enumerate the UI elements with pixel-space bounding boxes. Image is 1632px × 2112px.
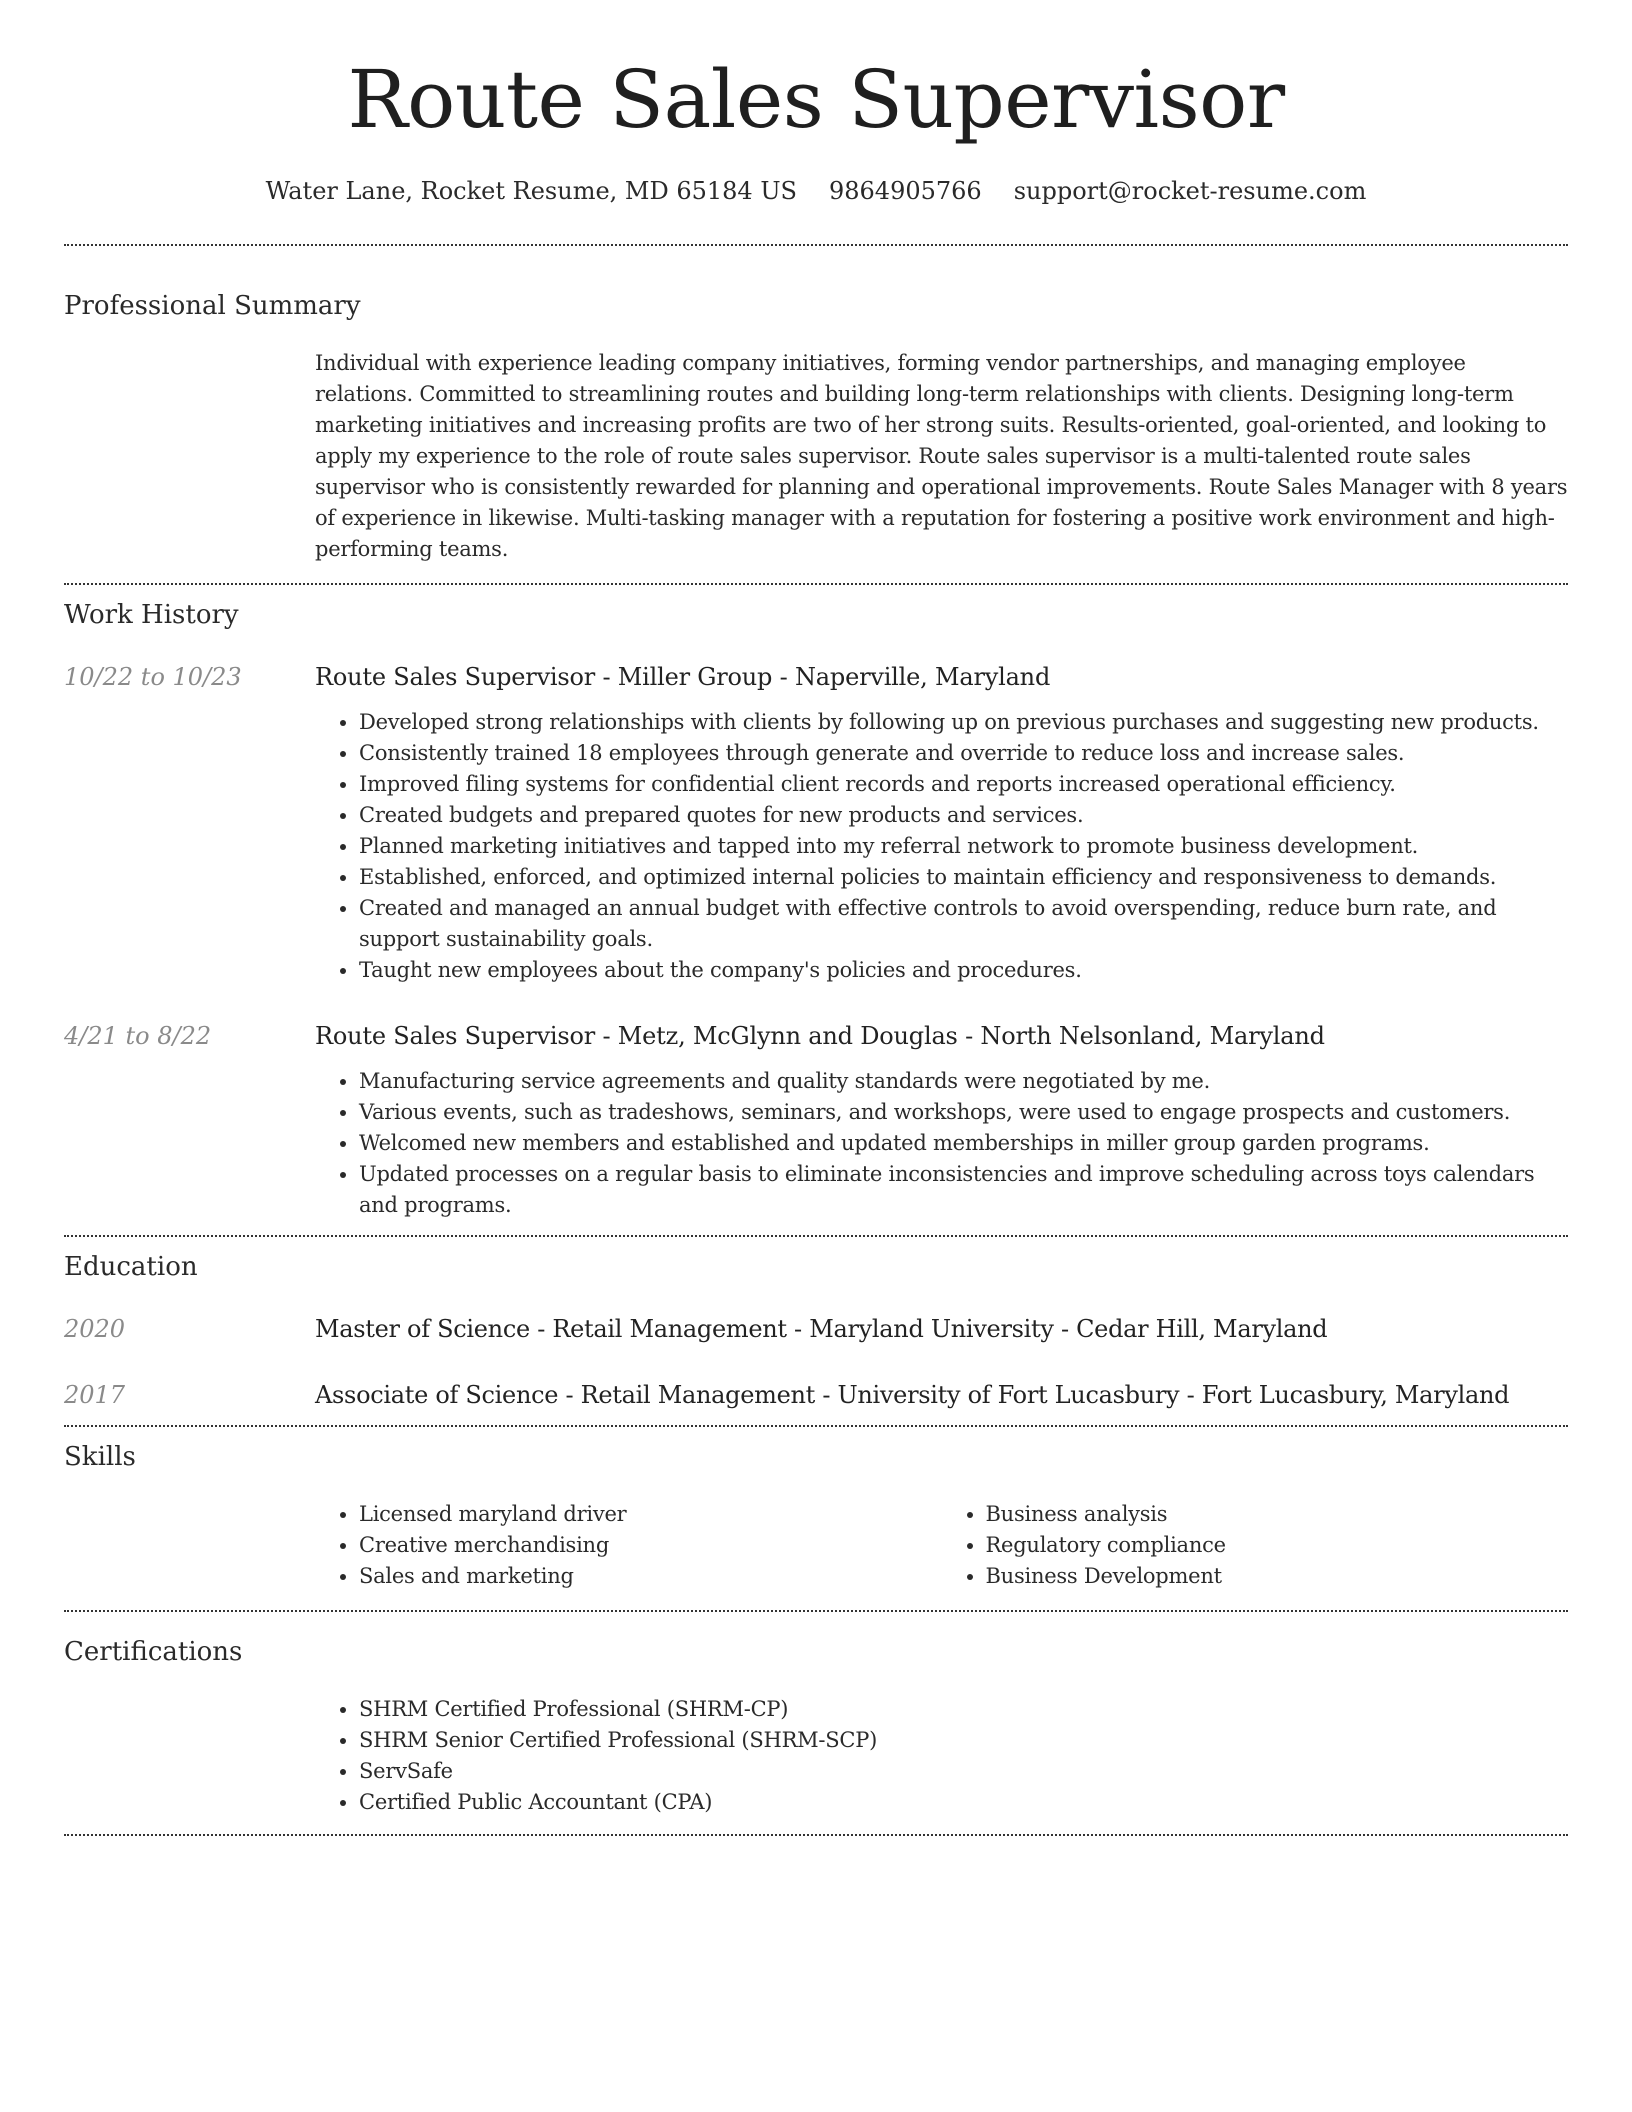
education-degree: Associate of Science - Retail Management - University of Fort Lucasbury - Fort Lucasbury, Maryland [315,1381,1510,1409]
job-title: Route Sales Supervisor - Metz, McGlynn and Douglas - North Nelsonland, Maryland [315,1022,1325,1050]
job-body [315,1020,1568,1221]
certification-item: • SHRM Senior Certified Professional (SHRM-SCP) [359,1725,1568,1756]
candidate-name: Route Sales Supervisor [347,53,1285,146]
education-section [64,1237,1568,1425]
skill-item: • Sales and marketing [359,1561,942,1592]
job-body [315,661,1568,986]
job-entry [64,1020,1568,1221]
contact-line [64,176,1568,206]
education-year: 2017 [64,1381,126,1409]
job-dates: 10/22 to 10/23 [64,663,242,691]
job-bullet: • Created and managed an annual budget with effective controls to avoid overspending, reduce burn rate, and support sustainability goals. [359,893,1568,955]
contact-address: Water Lane, Rocket Resume, MD 65184 US [265,177,797,205]
contact-email: support@rocket-resume.com [1013,177,1367,205]
job-bullet: • Manufacturing service agreements and quality standards were negotiated by me. [359,1066,1568,1097]
section-title-certifications: Certifications [64,1637,243,1667]
education-year: 2020 [64,1315,126,1343]
job-bullet: • Planned marketing initiatives and tapped into my referral network to promote business development. [359,831,1568,862]
job-bullet: • Improved filing systems for confidential client records and reports increased operational efficiency. [359,769,1568,800]
professional-summary-section [64,246,1568,583]
section-title-education: Education [64,1252,198,1282]
skill-item: • Business Development [986,1561,1569,1592]
job-entry [64,661,1568,986]
education-entry [64,1313,1568,1345]
work-history-section [64,585,1568,1235]
skill-item: • Regulatory compliance [986,1530,1569,1561]
job-bullet: • Established, enforced, and optimized internal policies to maintain efficiency and responsiveness to demands. [359,862,1568,893]
resume-header [64,0,1568,206]
education-degree: Master of Science - Retail Management - Maryland University - Cedar Hill, Maryland [315,1315,1328,1343]
certification-item: • Certified Public Accountant (CPA) [359,1787,1568,1818]
job-bullet: • Developed strong relationships with clients by following up on previous purchases and suggesting new products. [359,707,1568,738]
job-title: Route Sales Supervisor - Miller Group - Naperville, Maryland [315,663,1051,691]
summary-text: Individual with experience leading company initiatives, forming vendor partnerships, and managing employee relations. Committed to streamlining routes and building long-term relationships with clients. Designing long-term marketing initiatives and increasing profits are two of her strong suits. Results-oriented, goal-oriented, and looking to apply my experience to the role of route sales supervisor. Route sales supervisor is a multi-talented route sales supervisor who is consistently rewarded for planning and operational improvements. Route Sales Manager with 8 years of experience in likewise. Multi-tasking manager with a reputation for fostering a positive work environment and high-performing teams. [315,351,1568,561]
skill-item: • Licensed maryland driver [359,1499,942,1530]
skills-list-left [315,1499,942,1592]
skill-item: • Creative merchandising [359,1530,942,1561]
section-title-work-history: Work History [64,600,239,630]
job-bullet: • Updated processes on a regular basis to eliminate inconsistencies and improve scheduling across toys calendars and programs. [359,1159,1568,1221]
section-divider [64,1834,1568,1836]
skills-section [64,1427,1568,1610]
job-bullet: • Consistently trained 18 employees through generate and override to reduce loss and increase sales. [359,738,1568,769]
certification-item: • SHRM Certified Professional (SHRM-CP) [359,1694,1568,1725]
contact-phone: 9864905766 [829,177,982,205]
skills-list-right [942,1499,1569,1592]
certifications-list [315,1694,1568,1818]
section-title-skills: Skills [64,1442,136,1472]
education-entry [64,1379,1568,1411]
certification-bullet-list [315,1694,1568,1818]
job-dates: 4/21 to 8/22 [64,1022,212,1050]
skills-grid [315,1499,1568,1592]
section-title-summary: Professional Summary [64,291,361,321]
certifications-section [64,1612,1568,1834]
job-bullet: • Created budgets and prepared quotes for new products and services. [359,800,1568,831]
certification-item: • ServSafe [359,1756,1568,1787]
skill-item: • Business analysis [986,1499,1569,1530]
job-bullet-list [315,1066,1568,1221]
job-bullet: • Various events, such as tradeshows, seminars, and workshops, were used to engage prospects and customers. [359,1097,1568,1128]
job-bullet: • Welcomed new members and established and updated memberships in miller group garden programs. [359,1128,1568,1159]
job-bullet: • Taught new employees about the company's policies and procedures. [359,955,1568,986]
job-bullet-list [315,707,1568,986]
